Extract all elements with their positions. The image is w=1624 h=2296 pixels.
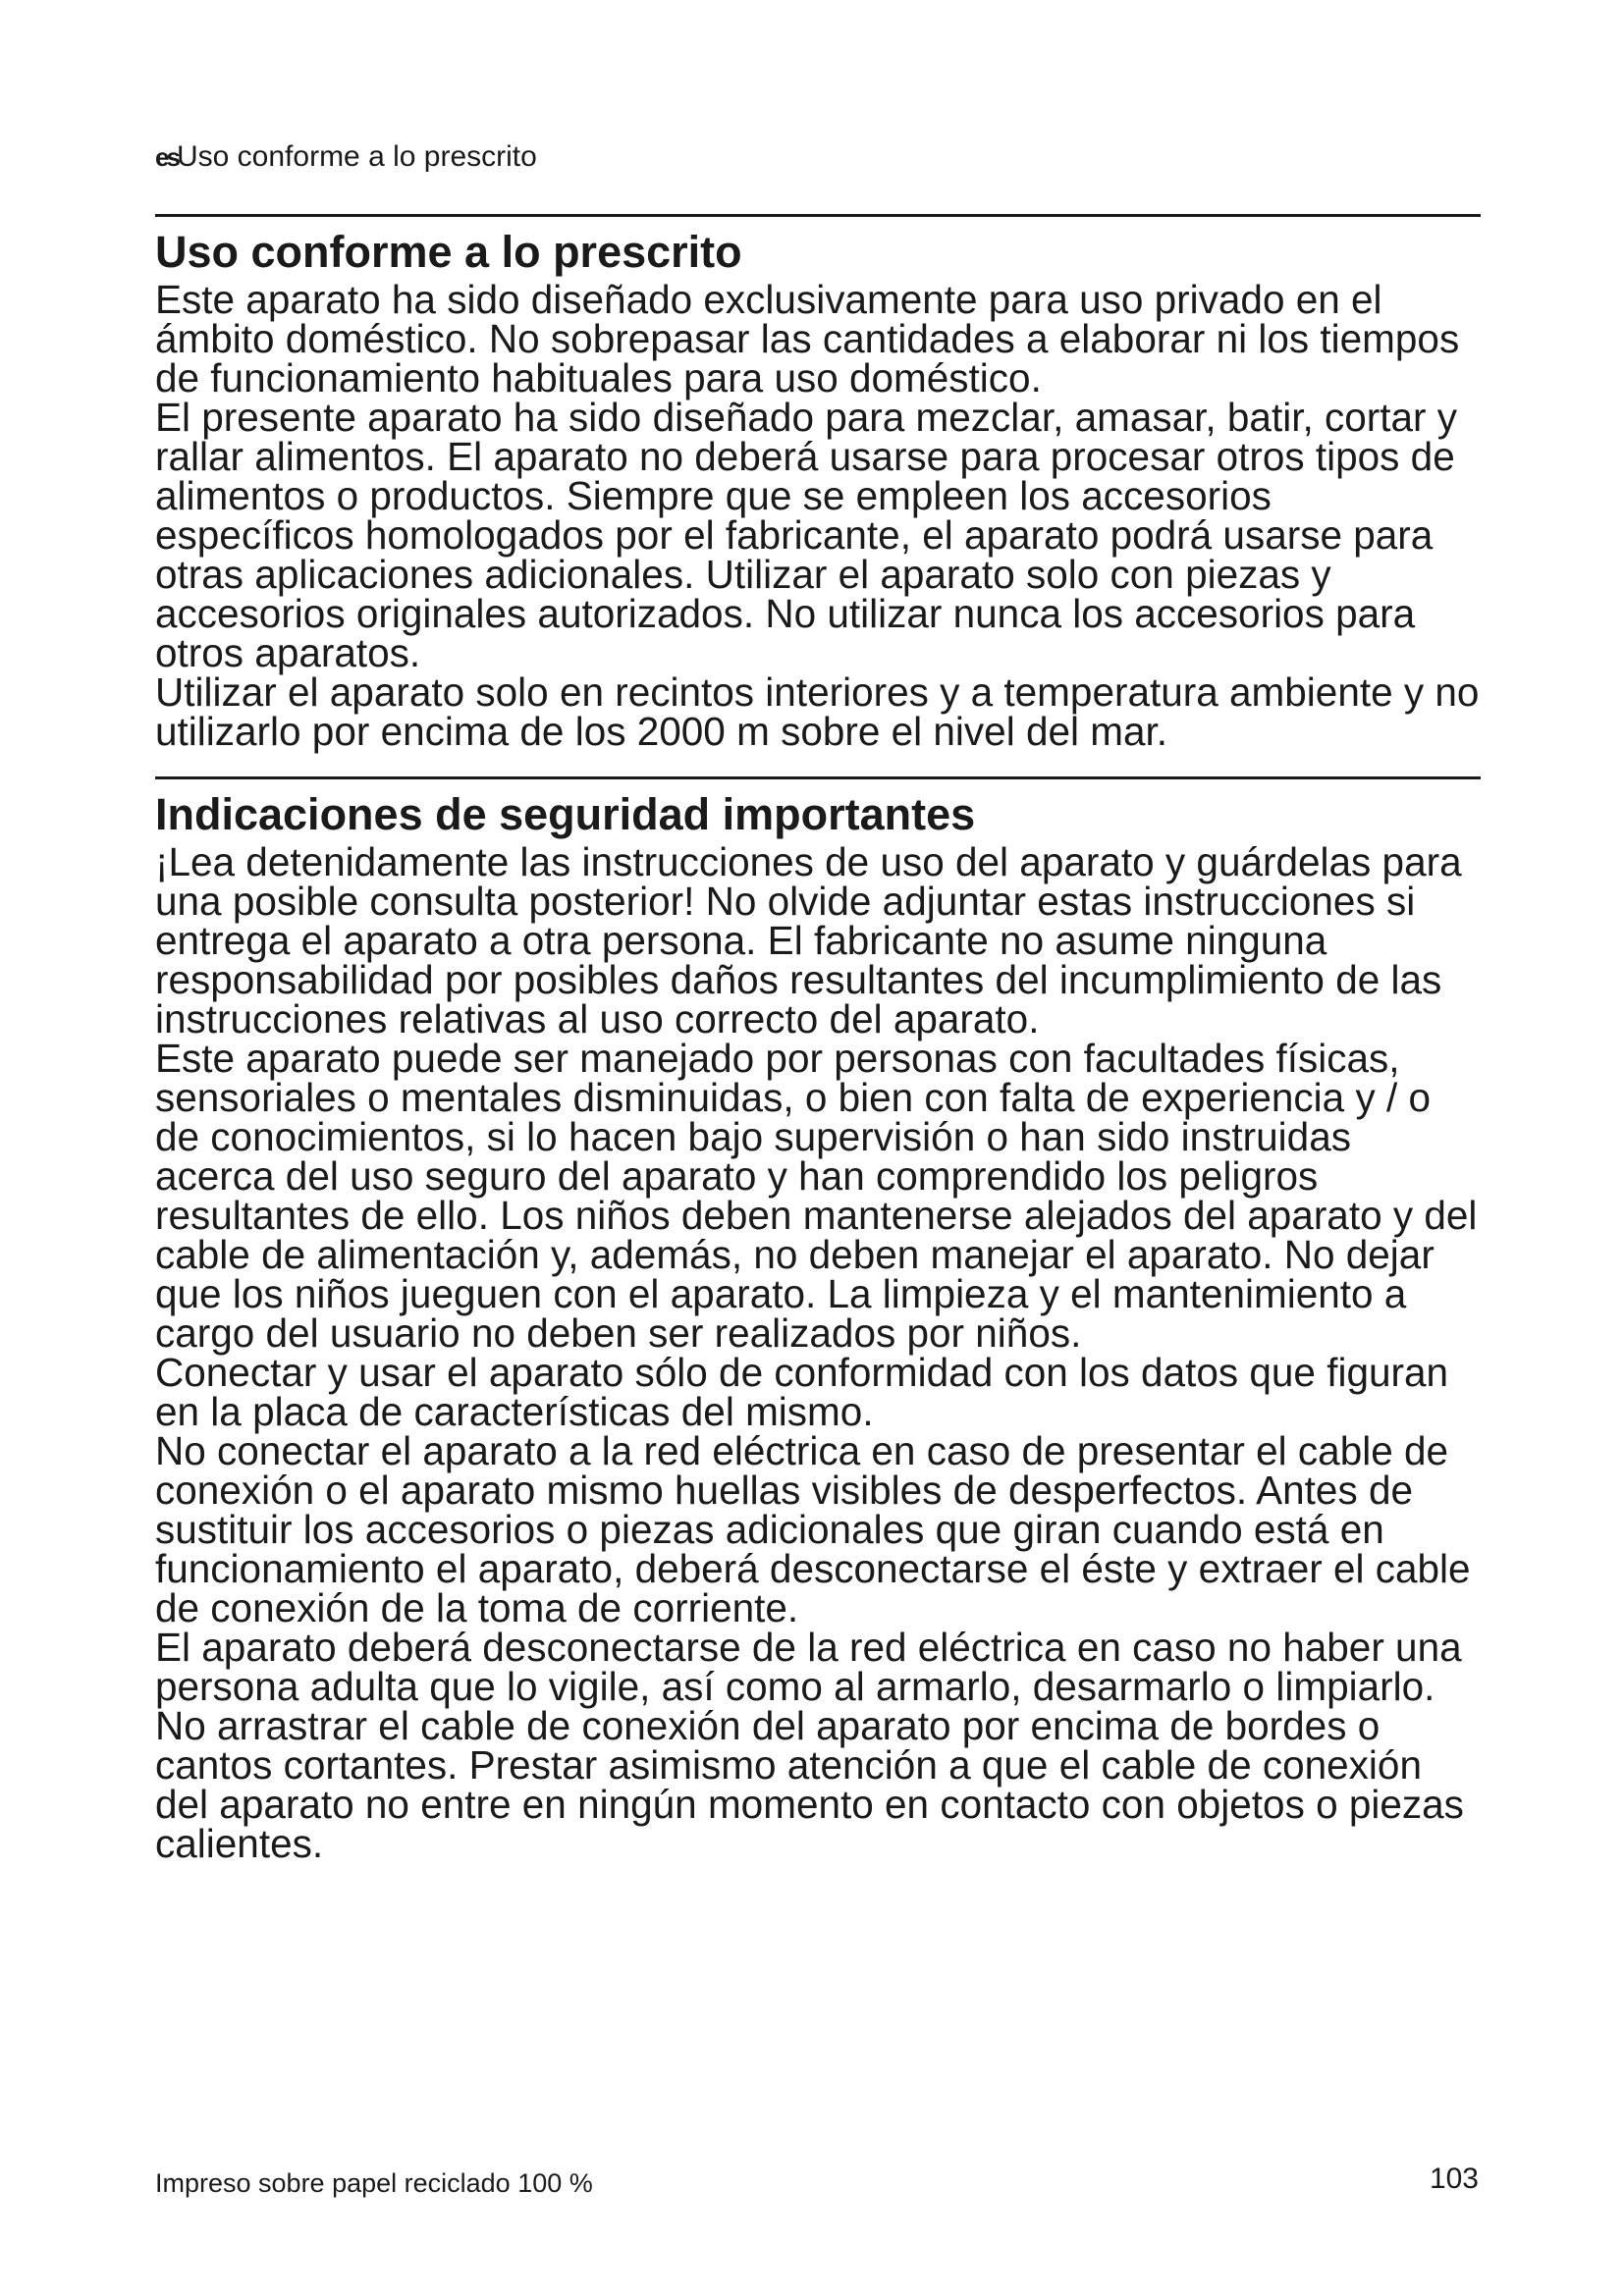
section-divider [155,214,1481,217]
running-header [155,137,537,177]
running-title: Uso conforme a lo prescrito [177,140,537,173]
page-content [155,214,1481,1866]
paragraph: Utilizar el aparato solo en recintos interiores y a temperatura ambiente y no utilizarlo por encima de los 2000 m sobre el nivel del mar. [155,669,1480,754]
section-title: Indicaciones de seguridad importantes [155,789,976,839]
language-code: es [155,142,178,172]
paragraph: Este aparato ha sido diseñado exclusivamente para uso privado en el ámbito doméstico. No sobrepasar las cantidades a elaborar ni los tiempos de funcionamiento habituales para uso doméstico. [155,277,1460,400]
paragraph: El aparato deberá desconectarse de la red eléctrica en caso no haber una persona adulta que lo vigile, así como al armarlo, desarmarlo o limpiarlo. No arrastrar el cable de conexión del aparato por encima de bordes o cantos cortantes. Prestar asimismo atención a que el cable de conexión del aparato no entre en ningún momento en contacto con objetos o piezas calientes. [155,1625,1464,1866]
section-title: Uso conforme a lo prescrito [155,227,742,277]
recycled-paper-note: Impreso sobre papel reciclado 100 % [155,2168,593,2198]
section-safety-instructions [155,776,1481,1866]
paragraph: El presente aparato ha sido diseñado para mezclar, amasar, batir, cortar y rallar alimentos. El aparato no deberá usarse para procesar otros tipos de alimentos o productos. Siempre que se empleen los accesorios específicos homologados por el fabricante, el aparato podrá usarse para otras aplicaciones adicionales. Utilizar el aparato solo con piezas y accesorios originales autorizados. No utilizar nunca los accesorios para otros aparatos. [155,395,1457,675]
paragraph: No conectar el aparato a la red eléctrica en caso de presentar el cable de conexión o el aparato mismo huellas visibles de desperfectos. Antes de sustituir los accesorios o piezas adicionales que giran cuando está en funcionamiento el aparato, deberá desconectarse el éste y extraer el cable de conexión de la toma de corriente. [155,1428,1471,1630]
section-intended-use [155,214,1481,754]
section-divider [155,776,1481,779]
paragraph: ¡Lea detenidamente las instrucciones de uso del aparato y guárdelas para una posible consulta posterior! No olvide adjuntar estas instrucciones si entrega el aparato a otra persona. El fabricante no asume ninguna responsabilidad por posibles daños resultantes del incumplimiento de las instrucciones relativas al uso correcto del aparato. [155,839,1462,1041]
paragraph: Este aparato puede ser manejado por personas con facultades físicas, sensoriales o mentales disminuidas, o bien con falta de experiencia y / o de conocimientos, si lo hacen bajo supervisión o han sido instruidas acerca del uso seguro del aparato y han comprendido los peligros resultantes de ello. Los niños deben mantenerse alejados del aparato y del cable de alimentación y, además, no deben manejar el aparato. No dejar que los niños jueguen con el aparato. La limpieza y el mantenimiento a cargo del usuario no deben ser realizados por niños. [155,1036,1478,1356]
paragraph: Conectar y usar el aparato sólo de conformidad con los datos que figuran en la placa de características del mismo. [155,1350,1449,1434]
page-number: 103 [1429,2163,1479,2195]
